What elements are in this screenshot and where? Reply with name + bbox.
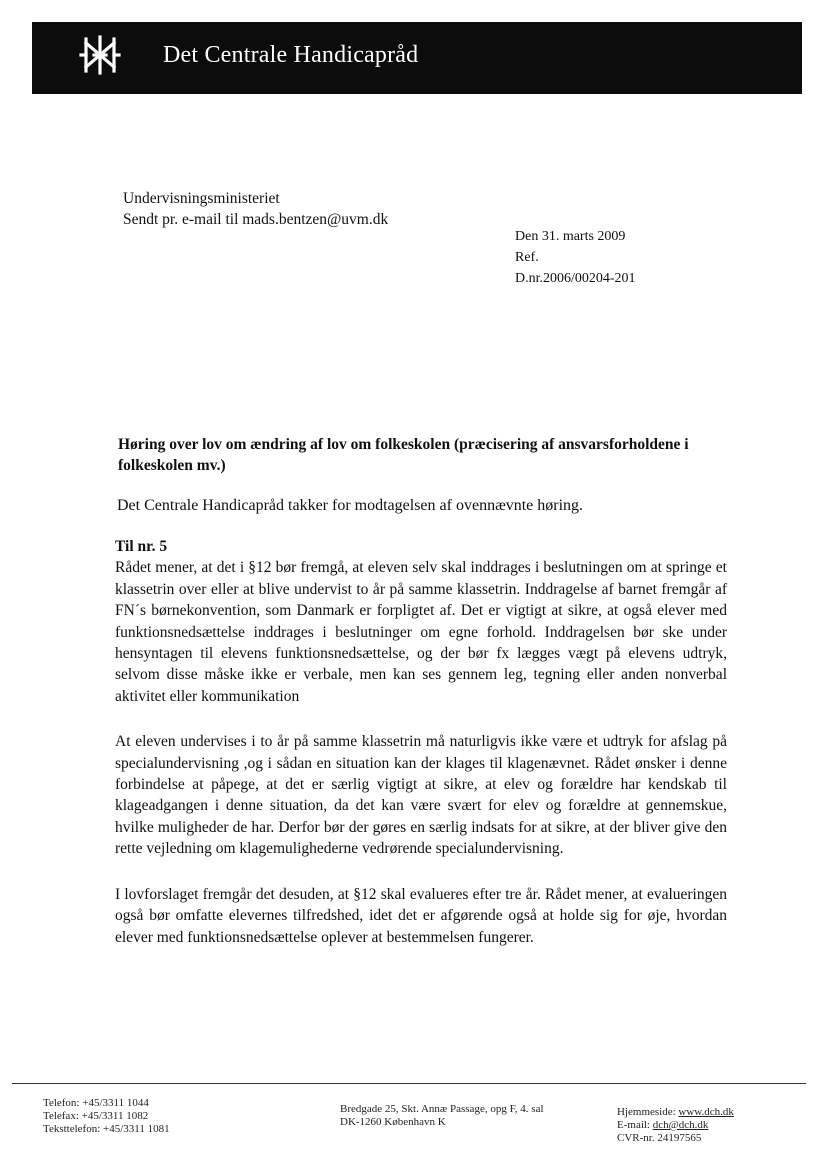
recipient-block [123, 188, 388, 230]
body-paragraph: Rådet mener, at det i §12 bør fremgå, at eleven selv skal inddrages i beslutningen om at springe et klassetrin over eller at blive undervist to år på samme klassetrin. Inddragelse af barnet fremgår af FN´s børnekonvention, som Danmark er forpligtet af. Det er vigtigt at sikre, at også elever med funktionsnedsættelse inddrages i beslutninger om egne forhold. Inddragelsen bør ske under hensyntagen til elevens funktionsnedsættelse, og der bør fx lægges vægt på elevens udtryk, selvom disse måske ikke er verbale, men kan ses gennem leg, tegning eller anden nonverbal aktivitet eller kommunikation [115, 559, 727, 705]
footer-website-link[interactable]: www.dch.dk [678, 1106, 734, 1118]
footer-website-label: Hjemmeside: [617, 1106, 679, 1118]
footer-website-line [617, 1106, 734, 1119]
footer-email-line [617, 1119, 734, 1132]
letter-dnr: D.nr.2006/00204-201 [515, 271, 636, 286]
organization-name: Det Centrale Handicapråd [163, 42, 419, 68]
organization-logo-icon [78, 34, 122, 76]
letter-ref: Ref. [515, 250, 539, 265]
letter-meta [515, 226, 636, 289]
footer-address-line-2: DK-1260 København K [340, 1116, 446, 1128]
body-paragraph: At eleven undervises i to år på samme klassetrin må naturligvis ikke være et udtryk for afslag på specialundervisning ,og i sådan en situation kan der klages til klagenævnet. Rådet ønsker i denne forbindelse at påpege, at det er særlig vigtigt at sikre, at elev og forældre har kendskab til klageadgangen i denne situation, da det kan være svært for elev og forældre at gennemskue, hvilke muligheder de har. Derfor bør der gøres en særlig indsats for at sikre, at der bliver give den rette vejledning om klagemulighederne vedrørende specialundervisning. [115, 733, 727, 858]
recipient-name: Undervisningsministeriet [123, 190, 280, 207]
footer-fax: Telefax: +45/3311 1082 [43, 1110, 149, 1122]
footer-email-link[interactable]: dch@dch.dk [652, 1119, 709, 1131]
footer-address-line-1: Bredgade 25, Skt. Annæ Passage, opg F, 4. sal [340, 1103, 544, 1115]
footer-cvr: CVR-nr. 24197565 [617, 1132, 702, 1144]
footer-online [617, 1106, 734, 1145]
footer-contact-phones [43, 1097, 170, 1136]
letterhead-bar [32, 22, 802, 94]
section-heading: Til nr. 5 [115, 538, 168, 555]
letter-date: Den 31. marts 2009 [515, 229, 626, 244]
recipient-sent-line: Sendt pr. e-mail til mads.bentzen@uvm.dk [123, 211, 389, 228]
intro-paragraph: Det Centrale Handicapråd takker for modtagelsen af ovennævnte høring. [117, 497, 584, 514]
section-til-nr-5 [115, 536, 727, 948]
footer-email-label: E-mail: [617, 1119, 653, 1131]
body-paragraph: I lovforslaget fremgår det desuden, at §12 skal evalueres efter tre år. Rådet mener, at evalueringen også bør omfatte elevernes tilfredshed, idet det er afgørende også at holde sig for øje, hvordan elever med funktionsnedsættelse oplever at bestemmelsen fungerer. [115, 885, 727, 946]
letter-subject: Høring over lov om ændring af lov om folkeskolen (præcisering af ansvarsforholdene i folkeskolen mv.) [118, 436, 689, 474]
footer-textphone: Teksttelefon: +45/3311 1081 [43, 1123, 170, 1135]
footer-address [340, 1103, 544, 1129]
footer-phone: Telefon: +45/3311 1044 [43, 1097, 149, 1109]
footer-divider [12, 1083, 806, 1084]
